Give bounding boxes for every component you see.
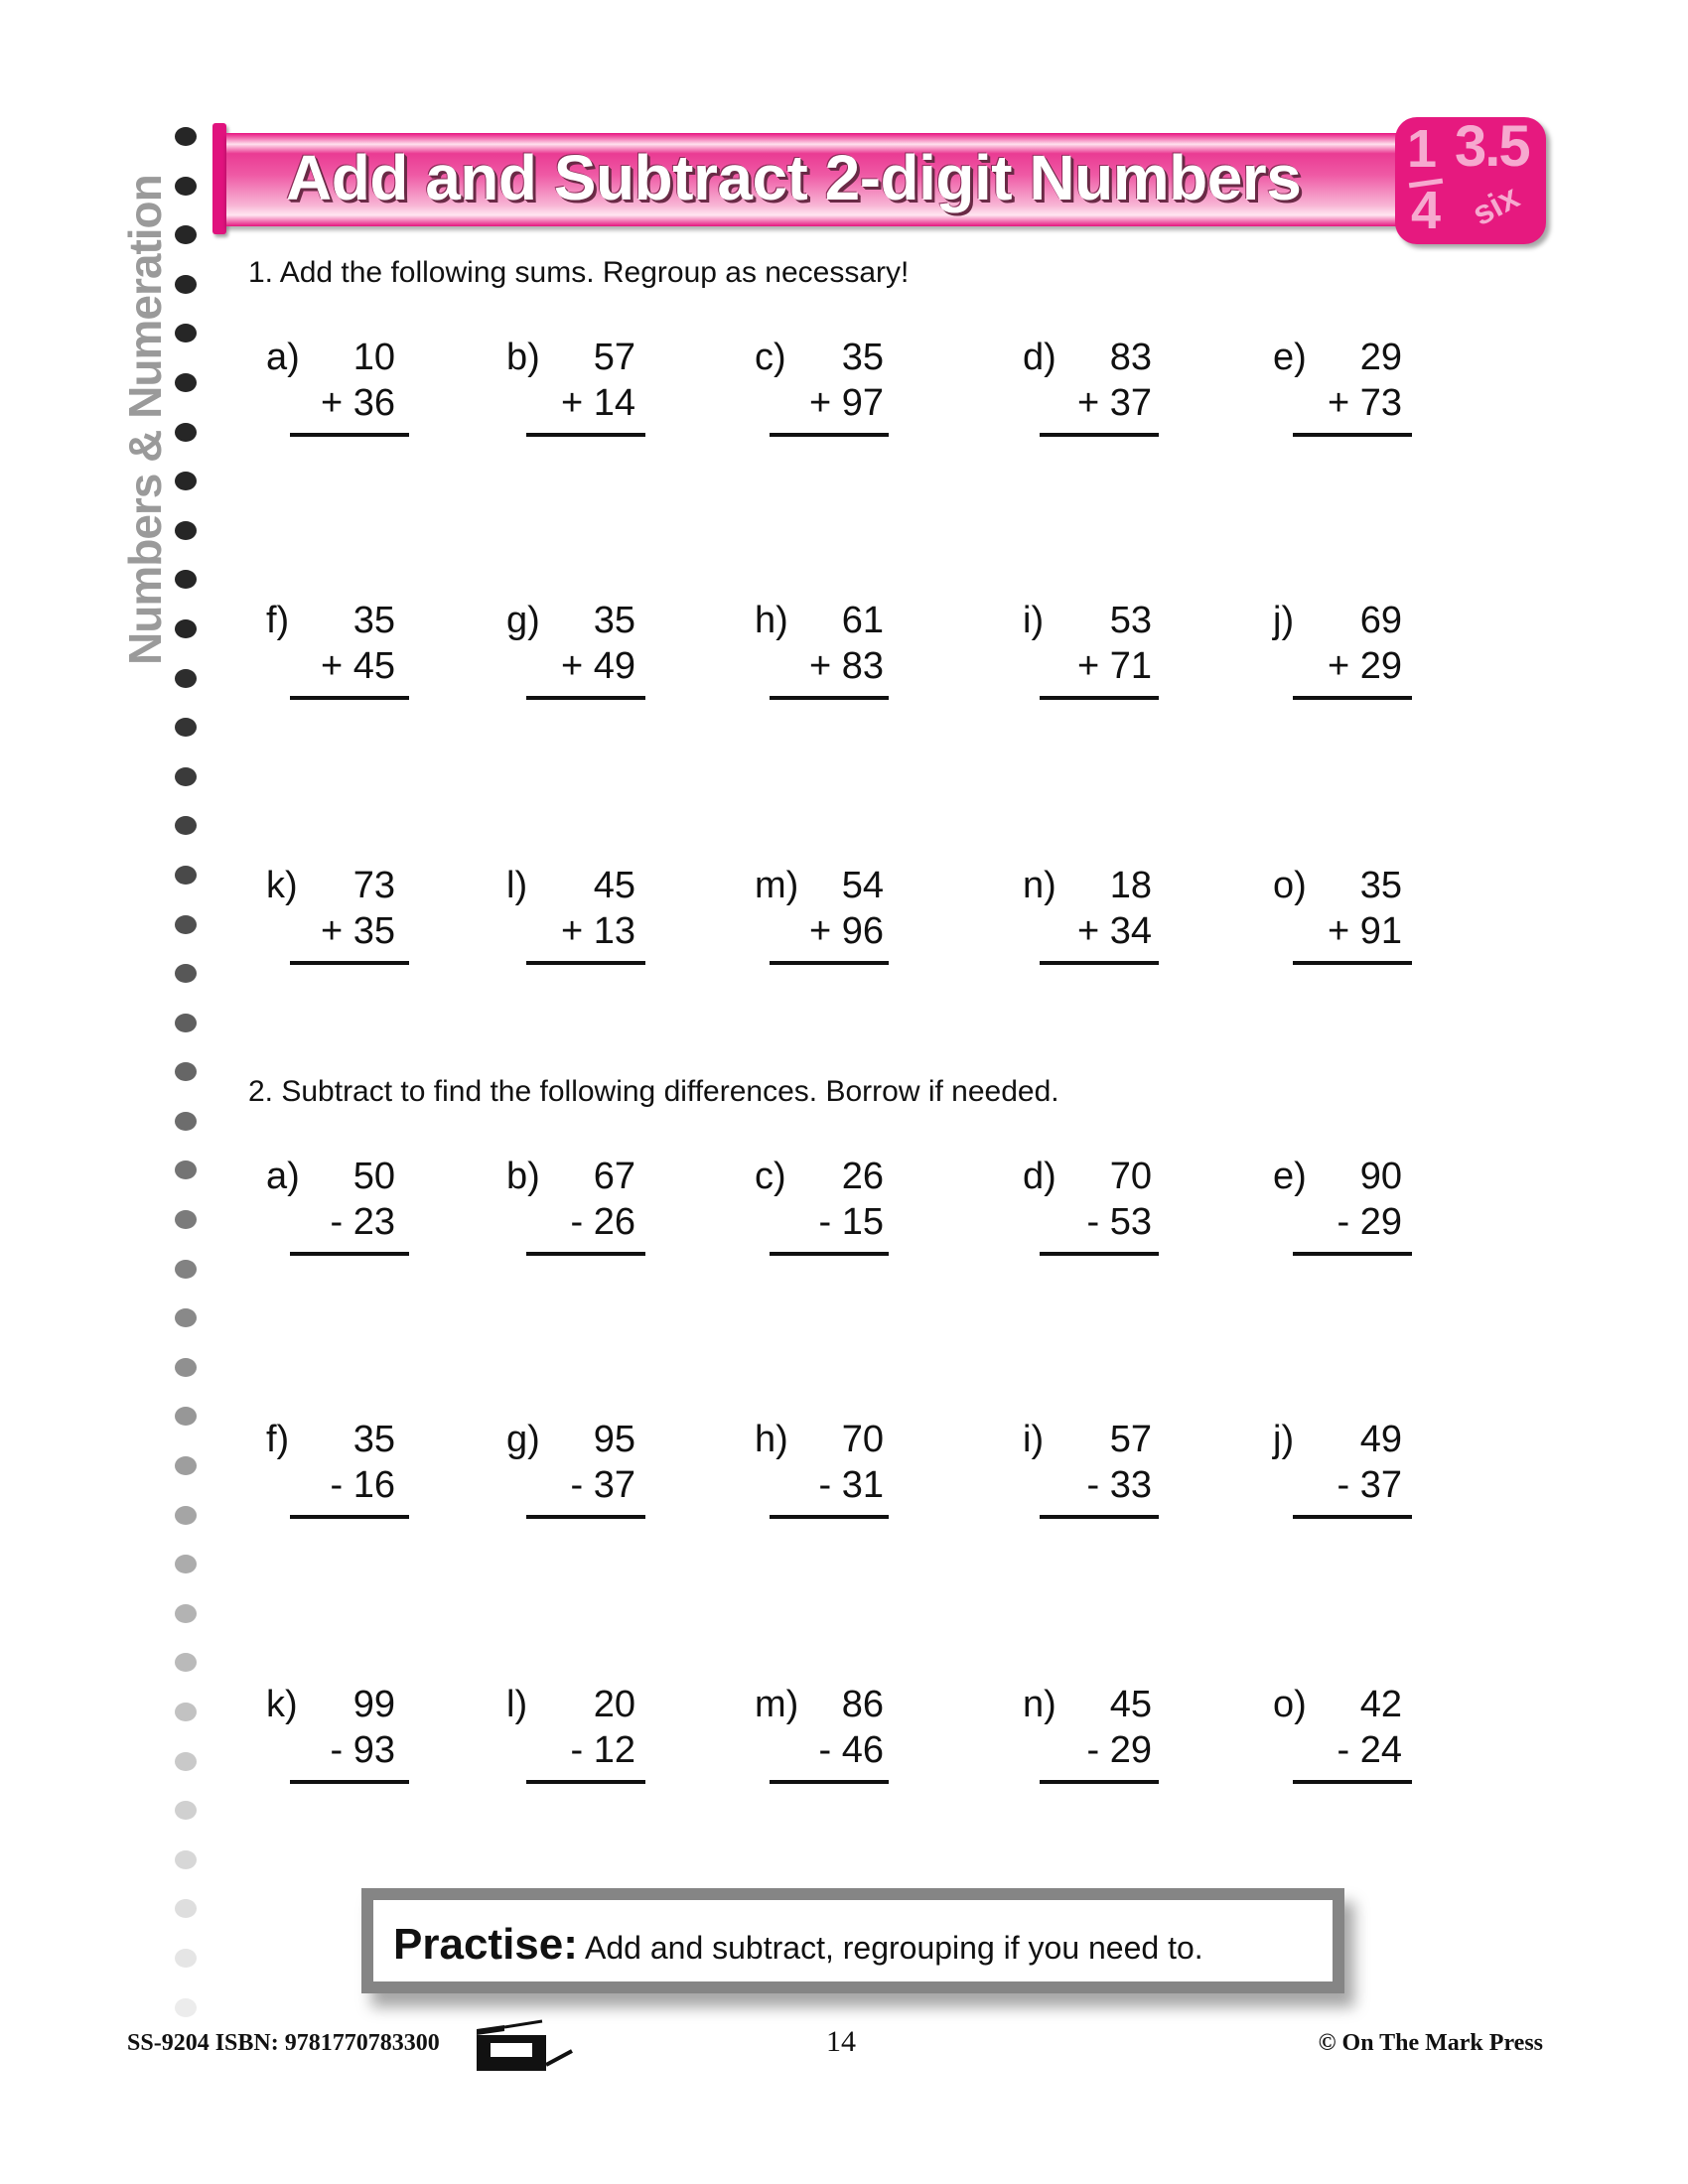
math-problem [1023, 336, 1221, 455]
problem-top-number: 54 [841, 865, 884, 906]
math-problem [266, 1683, 465, 1802]
problem-top-number: 50 [352, 1156, 395, 1197]
math-problem [755, 1683, 953, 1802]
answer-line[interactable] [770, 961, 889, 965]
practise-label: Practise: [393, 1920, 578, 1969]
answer-line[interactable] [290, 1252, 409, 1256]
problem-top-number: 53 [1109, 600, 1152, 641]
binder-dot [175, 324, 197, 342]
binder-dot [175, 1358, 197, 1377]
math-problem [1273, 599, 1472, 718]
problem-top-number: 86 [841, 1684, 884, 1725]
problem-label: c) [755, 1156, 786, 1197]
binder-dot [175, 866, 197, 885]
binder-dot [175, 1801, 197, 1820]
binder-dot [175, 1604, 197, 1623]
problem-bottom-number: + 35 [320, 910, 395, 952]
problem-label: b) [506, 337, 540, 378]
problem-label: k) [266, 1684, 298, 1725]
badge-word: six [1466, 178, 1526, 233]
problem-bottom-number: + 73 [1327, 382, 1402, 424]
math-problem [1273, 1155, 1472, 1274]
problem-bottom-number: - 93 [330, 1729, 395, 1771]
problem-bottom-number: - 24 [1336, 1729, 1402, 1771]
problem-top-number: 10 [352, 337, 395, 378]
binder-dot [175, 1899, 197, 1918]
binder-dot [175, 1949, 197, 1968]
math-problem [1023, 1683, 1221, 1802]
answer-line[interactable] [1040, 433, 1159, 437]
binder-dot [175, 1703, 197, 1721]
binder-dot [175, 1112, 197, 1131]
problem-bottom-number: + 13 [560, 910, 635, 952]
problem-label: m) [755, 865, 799, 906]
problem-top-number: 49 [1359, 1419, 1402, 1460]
binder-dot [175, 1014, 197, 1032]
problem-top-number: 99 [352, 1684, 395, 1725]
math-problem [755, 1418, 953, 1537]
answer-line[interactable] [1040, 1252, 1159, 1256]
answer-line[interactable] [1293, 696, 1412, 700]
problem-label: b) [506, 1156, 540, 1197]
answer-line[interactable] [290, 1780, 409, 1784]
footer-isbn: SS-9204 ISBN: 9781770783300 [127, 2030, 440, 2056]
badge-denominator: 4 [1411, 181, 1442, 240]
binder-dot [175, 1160, 197, 1179]
binder-dot [175, 619, 197, 638]
problem-label: i) [1023, 600, 1045, 641]
problem-top-number: 42 [1359, 1684, 1402, 1725]
problem-label: a) [266, 337, 300, 378]
binder-dot [175, 1998, 197, 2017]
problem-top-number: 35 [593, 600, 635, 641]
problem-label: o) [1273, 865, 1307, 906]
problem-bottom-number: + 36 [320, 382, 395, 424]
binder-dot [175, 669, 197, 688]
problem-bottom-number: + 83 [808, 645, 884, 687]
problem-top-number: 57 [593, 337, 635, 378]
practise-box [361, 1888, 1344, 1993]
math-problem [266, 336, 465, 455]
problem-label: n) [1023, 1684, 1056, 1725]
problem-label: h) [755, 600, 788, 641]
binder-dot [175, 718, 197, 737]
problem-label: h) [755, 1419, 788, 1460]
problem-top-number: 70 [841, 1419, 884, 1460]
footer-publisher: © On The Mark Press [1318, 2030, 1543, 2056]
math-problem [266, 1418, 465, 1537]
problem-top-number: 45 [593, 865, 635, 906]
binder-dot [175, 1210, 197, 1229]
binder-dot [175, 1653, 197, 1672]
problem-label: o) [1273, 1684, 1307, 1725]
problem-bottom-number: - 15 [818, 1201, 884, 1243]
binder-dot [175, 1555, 197, 1573]
problem-top-number: 61 [841, 600, 884, 641]
practise-instruction: Add and subtract, regrouping if you need to. [577, 1930, 1203, 1966]
answer-line[interactable] [1040, 696, 1159, 700]
problem-bottom-number: + 71 [1076, 645, 1152, 687]
answer-line[interactable] [526, 1515, 645, 1519]
numbers-badge-icon [1395, 117, 1546, 244]
answer-line[interactable] [526, 961, 645, 965]
problem-label: n) [1023, 865, 1056, 906]
math-problem [506, 336, 705, 455]
problem-top-number: 35 [352, 1419, 395, 1460]
binder-dot [175, 767, 197, 786]
binder-dot [175, 1407, 197, 1426]
answer-line[interactable] [770, 433, 889, 437]
banner-body [226, 133, 1404, 226]
math-problem [506, 599, 705, 718]
problem-bottom-number: - 33 [1086, 1464, 1152, 1506]
problem-label: k) [266, 865, 298, 906]
math-problem [1023, 1418, 1221, 1537]
binder-dot [175, 177, 197, 196]
problem-label: f) [266, 1419, 290, 1460]
math-problem [266, 864, 465, 983]
side-section-title: Numbers & Numeration [119, 175, 171, 665]
answer-line[interactable] [1293, 1780, 1412, 1784]
problem-label: d) [1023, 337, 1056, 378]
binder-dot [175, 423, 197, 442]
problem-label: e) [1273, 1156, 1307, 1197]
problem-bottom-number: + 97 [808, 382, 884, 424]
problem-label: l) [506, 1684, 528, 1725]
binder-dot [175, 964, 197, 983]
binder-dot [175, 570, 197, 589]
binder-dot [175, 225, 197, 244]
binder-dot [175, 1260, 197, 1279]
problem-bottom-number: - 23 [330, 1201, 395, 1243]
problem-bottom-number: + 96 [808, 910, 884, 952]
math-problem [1273, 336, 1472, 455]
math-problem [755, 599, 953, 718]
problem-label: j) [1273, 600, 1295, 641]
problem-top-number: 18 [1109, 865, 1152, 906]
banner-cap [212, 123, 226, 234]
problem-top-number: 35 [841, 337, 884, 378]
math-problem [755, 336, 953, 455]
binder-dot [175, 275, 197, 294]
problem-bottom-number: - 29 [1336, 1201, 1402, 1243]
problem-top-number: 45 [1109, 1684, 1152, 1725]
section-1-heading: 1. Add the following sums. Regroup as necessary! [248, 256, 910, 289]
problem-label: a) [266, 1156, 300, 1197]
answer-line[interactable] [290, 433, 409, 437]
binder-dot [175, 1456, 197, 1475]
problem-bottom-number: - 46 [818, 1729, 884, 1771]
problem-label: j) [1273, 1419, 1295, 1460]
problem-bottom-number: + 14 [560, 382, 635, 424]
title-banner [212, 123, 1404, 234]
problem-top-number: 70 [1109, 1156, 1152, 1197]
problem-top-number: 73 [352, 865, 395, 906]
math-problem [506, 1683, 705, 1802]
math-problem [506, 1155, 705, 1274]
binder-dot [175, 1506, 197, 1525]
problem-bottom-number: - 16 [330, 1464, 395, 1506]
math-problem [506, 864, 705, 983]
binder-dot [175, 816, 197, 835]
problem-bottom-number: + 91 [1327, 910, 1402, 952]
answer-line[interactable] [290, 1515, 409, 1519]
problem-label: d) [1023, 1156, 1056, 1197]
answer-line[interactable] [526, 1780, 645, 1784]
answer-line[interactable] [290, 696, 409, 700]
answer-line[interactable] [770, 1252, 889, 1256]
math-problem [506, 1418, 705, 1537]
answer-line[interactable] [1040, 961, 1159, 965]
answer-line[interactable] [1293, 433, 1412, 437]
math-problem [1023, 599, 1221, 718]
binder-dot [175, 1308, 197, 1327]
problem-top-number: 90 [1359, 1156, 1402, 1197]
copier-icon [475, 2015, 574, 2073]
problem-bottom-number: + 45 [320, 645, 395, 687]
problem-label: f) [266, 600, 290, 641]
problem-label: e) [1273, 337, 1307, 378]
binder-dot [175, 127, 197, 146]
problem-bottom-number: + 37 [1076, 382, 1152, 424]
math-problem [1023, 864, 1221, 983]
problem-top-number: 35 [352, 600, 395, 641]
problem-label: i) [1023, 1419, 1045, 1460]
math-problem [1273, 864, 1472, 983]
problem-bottom-number: - 26 [570, 1201, 635, 1243]
page-title: Add and Subtract 2-digit Numbers [286, 142, 1302, 213]
practise-text [393, 1920, 1203, 1970]
problem-bottom-number: - 31 [818, 1464, 884, 1506]
problem-top-number: 57 [1109, 1419, 1152, 1460]
problem-label: g) [506, 600, 540, 641]
problem-top-number: 29 [1359, 337, 1402, 378]
problem-label: l) [506, 865, 528, 906]
answer-line[interactable] [770, 1780, 889, 1784]
answer-line[interactable] [1293, 1515, 1412, 1519]
binder-dot [175, 915, 197, 934]
problem-bottom-number: + 49 [560, 645, 635, 687]
math-problem [755, 1155, 953, 1274]
problem-top-number: 69 [1359, 600, 1402, 641]
answer-line[interactable] [526, 696, 645, 700]
answer-line[interactable] [1040, 1780, 1159, 1784]
binder-dot [175, 521, 197, 540]
problem-bottom-number: - 37 [1336, 1464, 1402, 1506]
problem-top-number: 20 [593, 1684, 635, 1725]
problem-top-number: 95 [593, 1419, 635, 1460]
math-problem [266, 1155, 465, 1274]
page-number: 14 [826, 2025, 856, 2058]
problem-top-number: 83 [1109, 337, 1152, 378]
problem-label: m) [755, 1684, 799, 1725]
problem-bottom-number: - 53 [1086, 1201, 1152, 1243]
binder-dots [175, 127, 199, 2047]
math-problem [1023, 1155, 1221, 1274]
problem-top-number: 35 [1359, 865, 1402, 906]
problem-top-number: 67 [593, 1156, 635, 1197]
answer-line[interactable] [290, 961, 409, 965]
binder-dot [175, 1752, 197, 1771]
badge-numerator: 1 [1407, 119, 1438, 179]
answer-line[interactable] [770, 1515, 889, 1519]
problem-bottom-number: + 29 [1327, 645, 1402, 687]
answer-line[interactable] [1040, 1515, 1159, 1519]
answer-line[interactable] [526, 433, 645, 437]
binder-dot [175, 373, 197, 392]
badge-decimal: 3.5 [1455, 117, 1529, 179]
problem-top-number: 26 [841, 1156, 884, 1197]
problem-bottom-number: - 29 [1086, 1729, 1152, 1771]
answer-line[interactable] [1293, 1252, 1412, 1256]
math-problem [266, 599, 465, 718]
answer-line[interactable] [770, 696, 889, 700]
binder-dot [175, 1850, 197, 1869]
problem-bottom-number: - 37 [570, 1464, 635, 1506]
problem-label: c) [755, 337, 786, 378]
problem-bottom-number: - 12 [570, 1729, 635, 1771]
answer-line[interactable] [1293, 961, 1412, 965]
binder-dot [175, 472, 197, 490]
math-problem [755, 864, 953, 983]
problem-label: g) [506, 1419, 540, 1460]
math-problem [1273, 1418, 1472, 1537]
math-problem [1273, 1683, 1472, 1802]
answer-line[interactable] [526, 1252, 645, 1256]
binder-dot [175, 1062, 197, 1081]
problem-bottom-number: + 34 [1076, 910, 1152, 952]
section-2-heading: 2. Subtract to find the following differences. Borrow if needed. [248, 1075, 1059, 1108]
